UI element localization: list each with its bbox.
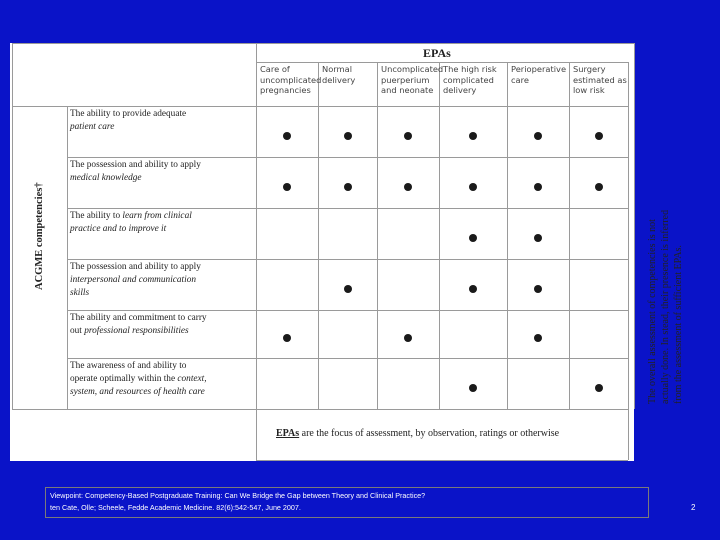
epa-column-header — [443, 64, 497, 96]
acgme-competencies-label: ACGME competencies† — [34, 182, 45, 290]
epa-column-header-line: puerperium — [381, 74, 430, 85]
competency-label-line — [70, 386, 207, 399]
grid-line — [12, 106, 628, 107]
competency-label-line — [70, 159, 201, 172]
competency-italic-text: context, — [177, 374, 207, 384]
competency-text: The possession and ability to apply — [70, 160, 201, 170]
competency-label-line — [70, 312, 207, 325]
epa-column-header-line: The high risk — [443, 64, 497, 74]
citation-line-2: ten Cate, Olle; Scheele, Fedde Academic Medicine. 82(6):542-547, June 2007. — [50, 502, 301, 512]
competency-italic-text: medical knowledge — [70, 173, 142, 183]
right-note-line: from the assessment of sufficient EPAs. — [673, 245, 684, 404]
epa-column-header-line: Perioperative — [511, 64, 567, 74]
competency-label-line — [70, 373, 207, 386]
epas-title: EPAs — [423, 46, 451, 60]
bottom-note — [276, 428, 559, 439]
assessment-dot — [283, 132, 291, 140]
competency-label-line — [70, 108, 186, 121]
competency-italic-text: professional responsibilities — [84, 326, 189, 336]
competency-row-label — [70, 108, 186, 134]
epa-column-header-line: delivery — [322, 74, 356, 85]
competency-italic-text: system, and resources of health care — [70, 387, 205, 397]
grid-line — [569, 62, 570, 409]
competency-text: out — [70, 326, 85, 336]
competency-italic-text: skills — [70, 288, 90, 298]
competency-text: operate optimally within the — [70, 374, 178, 384]
grid-line — [67, 259, 628, 260]
competency-row-label — [70, 312, 207, 338]
assessment-dot — [595, 183, 603, 191]
competency-text: The ability to — [70, 211, 123, 221]
bottom-note-text: are the focus of assessment, by observation, ratings or otherwise — [299, 428, 560, 439]
assessment-dot — [534, 183, 542, 191]
assessment-dot — [344, 132, 352, 140]
grid-line — [67, 157, 628, 158]
grid-line — [377, 62, 378, 409]
grid-line — [67, 310, 628, 311]
competency-label-line — [70, 210, 192, 223]
grid-line — [318, 62, 319, 409]
competency-text: The ability and commitment to carry — [70, 313, 207, 323]
epa-column-header-line: low risk — [573, 85, 605, 95]
competency-row-label — [70, 261, 201, 300]
epa-column-header-line: Normal — [322, 64, 353, 74]
competency-label-line — [70, 360, 207, 373]
competency-text: The possession and ability to apply — [70, 262, 201, 272]
epa-column-header-line: delivery — [443, 85, 477, 95]
competency-row-label — [70, 210, 192, 236]
competency-label-line — [70, 223, 192, 236]
competency-label-line — [70, 274, 201, 287]
right-note-line: The overall assessment of competencies is not — [647, 219, 658, 404]
epa-column-header — [260, 64, 321, 96]
assessment-dot — [469, 384, 477, 392]
grid-line — [67, 358, 628, 359]
assessment-dot — [534, 132, 542, 140]
assessment-dot — [283, 183, 291, 191]
page-number: 2 — [691, 503, 696, 512]
competency-row-label — [70, 159, 201, 185]
epa-column-header — [381, 64, 443, 96]
table-border — [256, 460, 628, 461]
competency-italic-text: learn from clinical — [122, 211, 192, 221]
epa-column-header-line: estimated as — [573, 74, 627, 85]
competency-italic-text: interpersonal and communication — [70, 275, 197, 285]
competency-label-line — [70, 261, 201, 274]
assessment-dot — [344, 285, 352, 293]
competency-text: The awareness of and ability to — [70, 361, 187, 371]
citation-line-1: Viewpoint: Competency-Based Postgraduate Training: Can We Bridge the Gap between Theory and Clinical Practice? — [50, 491, 426, 500]
right-side-note — [646, 210, 685, 404]
epa-column-header-line: uncomplicated — [260, 74, 322, 85]
epa-column-header — [573, 64, 627, 96]
right-note-line: actually done. In stead, their presence is inferred — [660, 209, 671, 404]
epa-column-header-line: Surgery — [573, 64, 606, 74]
competency-label-line — [70, 172, 201, 185]
assessment-dot — [534, 334, 542, 342]
epa-column-header — [511, 64, 566, 85]
assessment-dot — [534, 285, 542, 293]
epa-column-header-line: and neonate — [381, 85, 434, 95]
bottom-note-strong: EPAs — [276, 428, 300, 439]
assessment-dot — [404, 183, 412, 191]
assessment-dot — [469, 234, 477, 242]
competency-label-line — [70, 287, 201, 300]
citation-footer — [45, 487, 649, 518]
table-border — [634, 43, 635, 409]
assessment-dot — [534, 234, 542, 242]
competency-italic-text: practice and to improve it — [70, 224, 167, 234]
epa-column-header-line: Uncomplicated — [381, 64, 444, 74]
grid-line — [507, 62, 508, 409]
epa-column-header-line: complicated — [443, 74, 494, 85]
assessment-dot — [595, 384, 603, 392]
assessment-dot — [404, 132, 412, 140]
competency-label-line — [70, 325, 207, 338]
grid-line — [67, 208, 628, 209]
assessment-dot — [404, 334, 412, 342]
table-border — [256, 62, 628, 63]
table-border — [628, 62, 629, 460]
grid-line — [12, 409, 628, 410]
assessment-dot — [469, 132, 477, 140]
epa-column-header-line: Care of — [260, 64, 290, 74]
assessment-dot — [469, 285, 477, 293]
epa-column-header-line: pregnancies — [260, 85, 311, 95]
table-border — [12, 43, 634, 44]
assessment-dot — [344, 183, 352, 191]
table-border — [12, 43, 13, 409]
grid-line — [439, 62, 440, 409]
assessment-dot — [595, 132, 603, 140]
table-border — [67, 106, 68, 409]
competency-text: The ability to provide adequate — [70, 109, 187, 119]
competency-label-line — [70, 121, 186, 134]
assessment-dot — [469, 183, 477, 191]
epa-column-header-line: care — [511, 74, 529, 85]
competency-row-label — [70, 360, 207, 399]
competency-italic-text: patient care — [70, 122, 115, 132]
assessment-dot — [283, 334, 291, 342]
epa-column-header — [322, 64, 355, 85]
